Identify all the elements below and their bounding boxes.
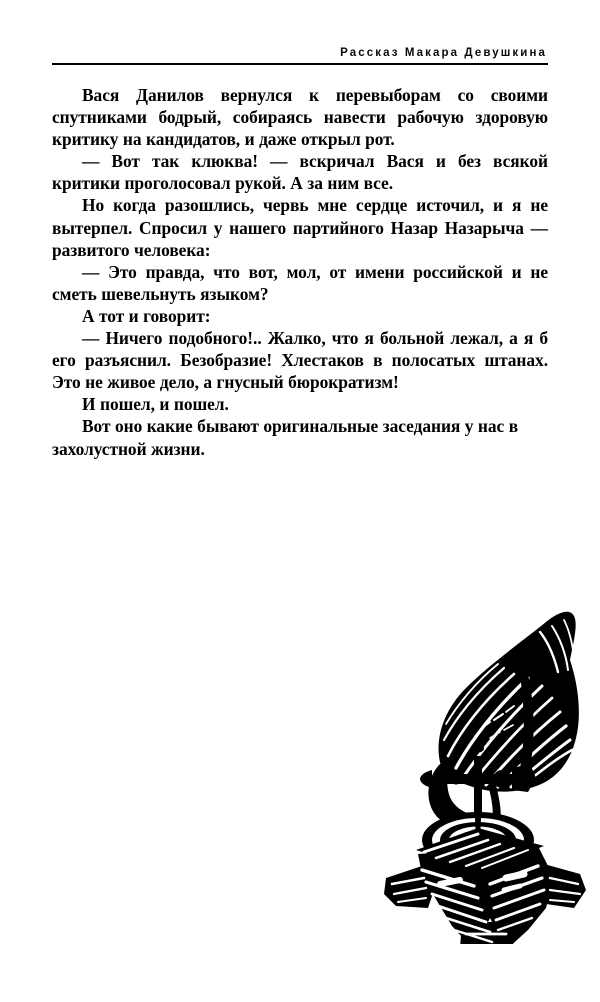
running-head: Рассказ Макара Девушкина [340, 47, 547, 59]
paragraph: Вот оно какие бывают оригинальные заседания у нас в захолустной жизни. [52, 416, 519, 459]
paragraph: — Вот так клюква! — вскричал Вася и без всякой критики проголосовал рукой. А за ним все. [52, 151, 548, 194]
paragraph: Но когда разошлись, червь мне сердце источил, и я не вытерпел. Спросил у нашего партийного Назар Назарыча — развитого человека: [52, 195, 548, 260]
paragraph: — Это правда, что вот, мол, от имени российской и не сметь шевельнуть языком? [52, 261, 548, 304]
gramophone-illustration [378, 578, 592, 944]
body-text [52, 84, 548, 460]
paragraph: А тот и говорит: [82, 305, 211, 326]
page-header [52, 46, 548, 65]
paragraph: Вася Данилов вернулся к перевыборам со своими спутниками бодрый, собираясь навести рабочую здоровую критику на кандидатов, и даже открыл рот. [52, 85, 548, 150]
paragraph: И пошел, и пошел. [82, 394, 229, 415]
header-rule [52, 63, 548, 65]
paragraph: — Ничего подобного!.. Жалко, что я больной лежал, а я б его разъяснил. Безобразие! Хлестаков в полосатых штанах. Это не живое дело, а гнусный бюрократизм! [52, 328, 548, 393]
